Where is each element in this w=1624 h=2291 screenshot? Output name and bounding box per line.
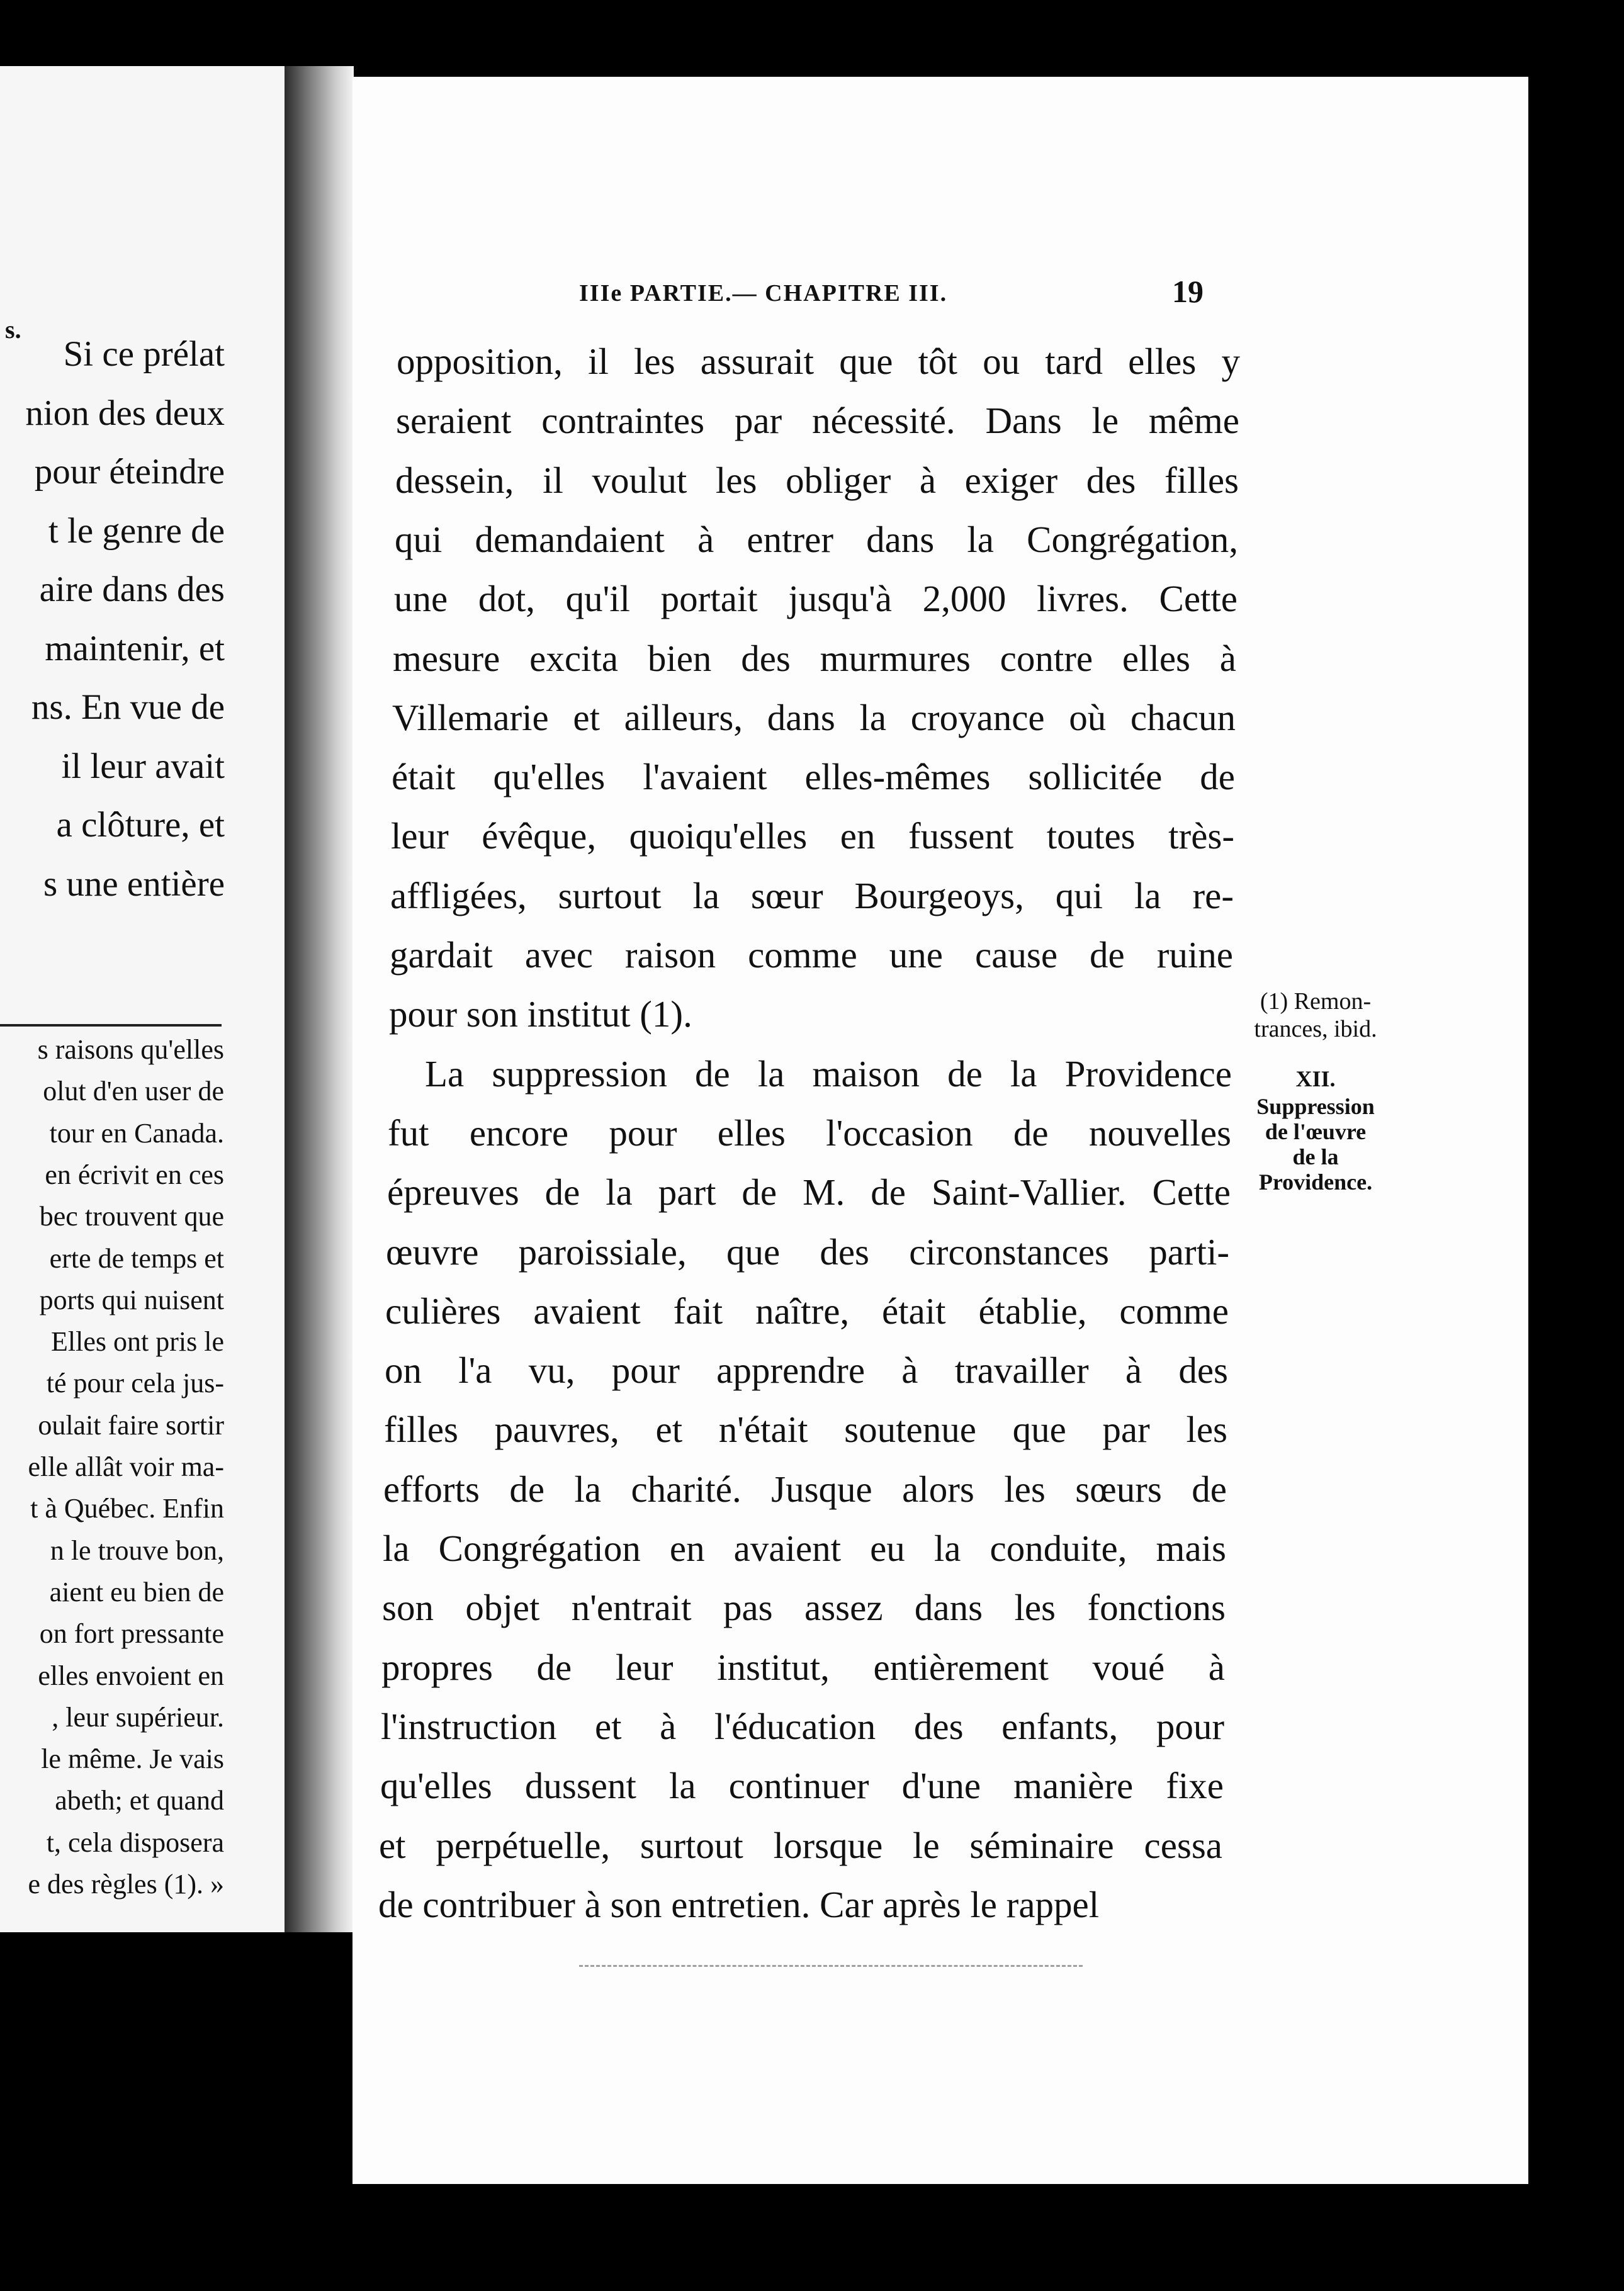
left-page-footnote-line: elles envoient en <box>38 1660 224 1691</box>
left-page-footnote-line: aient eu bien de <box>49 1576 224 1607</box>
body-line: La suppression de la maison de la Providence <box>425 1052 1232 1095</box>
margin-section-title-2: de l'œuvre <box>1265 1119 1367 1144</box>
left-page-footnote-line: té pour cela jus- <box>46 1368 224 1399</box>
body-line: leur évêque, quoiqu'elles en fussent toutes très- <box>391 815 1234 857</box>
body-line: qui demandaient à entrer dans la Congrégation, <box>395 518 1238 560</box>
body-line: culières avaient fait naître, était établie, comme <box>385 1290 1229 1332</box>
body-line: Villemarie et ailleurs, dans la croyance où chacun <box>392 696 1236 738</box>
left-page-footnote-line: t, cela disposera <box>46 1827 224 1858</box>
running-head: IIIe PARTIE.— CHAPITRE III. <box>579 280 948 307</box>
left-page-footnote-line: s raisons qu'elles <box>37 1034 224 1065</box>
left-page-footnote-line: on fort pressante <box>39 1618 224 1650</box>
body-line: gardait avec raison comme une cause de ruine <box>390 934 1233 976</box>
left-page-footnote-line: abeth; et quand <box>55 1785 224 1816</box>
body-line: qu'elles dussent la continuer d'une manière fixe <box>380 1765 1224 1807</box>
body-line: une dot, qu'il portait jusqu'à 2,000 livres. Cette <box>394 578 1238 620</box>
left-page-line: a clôture, et <box>56 805 225 845</box>
left-page-footnote-line: Elles ont pris le <box>51 1326 224 1358</box>
body-line: opposition, il les assurait que tôt ou tard elles y <box>397 341 1240 382</box>
left-page-line: ns. En vue de <box>31 687 225 727</box>
page-number: 19 <box>1172 274 1204 309</box>
body-line: fut encore pour elles l'occasion de nouvelles <box>388 1112 1231 1154</box>
book-gutter <box>285 66 354 1932</box>
body-line: affligées, surtout la sœur Bourgeoys, qui la re- <box>390 874 1234 916</box>
margin-section-title-4: Providence. <box>1258 1169 1373 1195</box>
left-page-line: aire dans des <box>39 570 225 609</box>
body-line: son objet n'entrait pas assez dans les fonctions <box>382 1587 1226 1629</box>
body-line: était qu'elles l'avaient elles-mêmes sollicitée de <box>392 756 1235 798</box>
body-line: pour son institut (1). <box>389 993 692 1035</box>
left-page-line: s une entière <box>43 864 225 904</box>
left-page-footnote-line: elle allât voir ma- <box>28 1451 224 1482</box>
left-page-line: pour éteindre <box>34 452 225 492</box>
body-line: efforts de la charité. Jusque alors les sœurs de <box>383 1468 1227 1510</box>
left-page-footnote-line: erte de temps et <box>49 1242 224 1274</box>
body-line: seraient contraintes par nécessité. Dans le même <box>396 400 1239 442</box>
left-page-line: il leur avait <box>61 746 225 786</box>
margin-note-ref-1: (1) Remon- <box>1260 988 1372 1015</box>
body-line: dessein, il voulut les obliger à exiger des filles <box>395 459 1239 501</box>
left-page-footnote-line: tour en Canada. <box>49 1117 224 1149</box>
left-page-line: maintenir, et <box>45 628 225 668</box>
body-line: la Congrégation en avaient eu la conduite, mais <box>383 1528 1226 1569</box>
right-page <box>352 77 1528 2184</box>
body-line: de contribuer à son entretien. Car après le rappel <box>378 1883 1100 1925</box>
margin-section-title-1: Suppression <box>1256 1094 1375 1119</box>
left-page-footnote-line: t à Québec. Enfin <box>30 1493 224 1524</box>
body-line: mesure excita bien des murmures contre elles à <box>393 637 1236 679</box>
left-page-footnote-line: n le trouve bon, <box>50 1534 224 1566</box>
left-page-footnote-line: bec trouvent que <box>39 1201 224 1232</box>
body-line: l'instruction et à l'éducation des enfants, pour <box>381 1705 1224 1747</box>
left-page <box>0 66 285 1932</box>
left-page-footnote-line: olut d'en user de <box>43 1076 224 1107</box>
margin-section-title-3: de la <box>1292 1144 1339 1169</box>
body-line: propres de leur institut, entièrement voué à <box>381 1646 1225 1688</box>
margin-section-number: XII. <box>1295 1066 1336 1091</box>
left-page-line: Si ce prélat <box>63 334 225 374</box>
left-page-footnote-line: ports qui nuisent <box>39 1284 224 1315</box>
body-line: œuvre paroissiale, que des circonstances parti- <box>386 1230 1229 1273</box>
margin-note-ref-2: trances, ibid. <box>1254 1016 1377 1042</box>
left-page-footnote-line: le même. Je vais <box>41 1743 224 1775</box>
page-smudge <box>579 1965 1083 1971</box>
left-page-footnote-line: e des règles (1). » <box>28 1869 224 1900</box>
left-page-footnote-line: , leur supérieur. <box>52 1701 224 1733</box>
body-line: et perpétuelle, surtout lorsque le séminaire cessa <box>379 1824 1222 1866</box>
body-line: épreuves de la part de M. de Saint-Vallier. Cette <box>387 1171 1231 1213</box>
left-page-header-fragment: s. <box>5 315 21 344</box>
left-page-line: t le genre de <box>48 510 225 551</box>
body-line: on l'a vu, pour apprendre à travailler à des <box>385 1349 1228 1392</box>
body-line: filles pauvres, et n'était soutenue que par les <box>384 1409 1227 1451</box>
left-page-line: nion des deux <box>25 393 225 433</box>
left-page-footnote-line: en écrivit en ces <box>45 1159 224 1190</box>
left-page-footnote-line: oulait faire sortir <box>38 1409 224 1441</box>
footnote-rule <box>0 1024 222 1027</box>
